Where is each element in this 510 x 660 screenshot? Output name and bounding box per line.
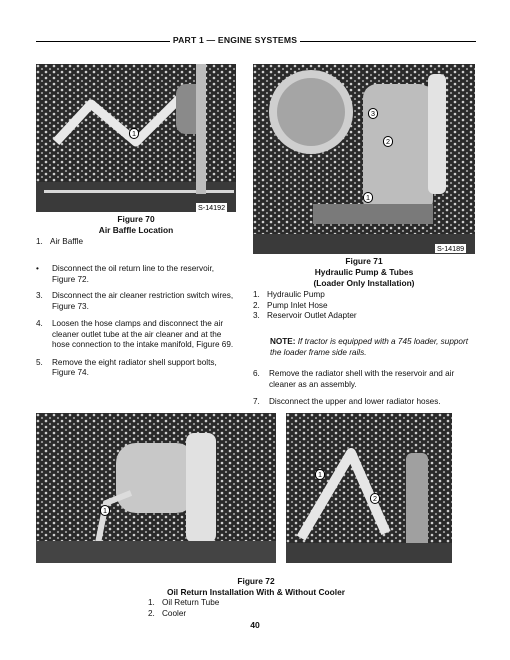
- step-item: 6. Remove the radiator shell with the reservoir and air cleaner as an assembly.: [253, 369, 455, 389]
- callout-2: 2: [370, 493, 380, 504]
- figure-72-photo-right: [286, 413, 452, 563]
- figure-70-title: Figure 70: [117, 214, 155, 224]
- step-item: • Disconnect the oil return line to the reservoir, Figure 72.: [36, 264, 215, 284]
- page-header-title: PART 1 — ENGINE SYSTEMS: [172, 35, 298, 45]
- figure-72-title: Figure 72: [237, 576, 275, 586]
- figure-70-subtitle: Air Baffle Location: [98, 225, 174, 235]
- step-item: 7. Disconnect the upper and lower radiator hoses.: [253, 397, 441, 406]
- header-rule-right: [300, 41, 476, 42]
- callout-1: 1: [363, 192, 373, 203]
- page-number: 40: [250, 620, 260, 630]
- legend-item: 2. Pump Inlet Hose: [253, 300, 328, 310]
- legend-item: 3. Reservoir Outlet Adapter: [253, 311, 357, 320]
- figure-71-photo: [253, 64, 475, 254]
- callout-1: 1: [100, 505, 110, 516]
- figure-72-legend: [148, 598, 348, 619]
- figure-70-ref: S-14192: [198, 203, 226, 212]
- callout-1: 1: [129, 128, 139, 139]
- legend-item: 1. Hydraulic Pump: [253, 290, 325, 299]
- callout-3: 3: [368, 108, 378, 119]
- figure-71-ref: S-14189: [437, 244, 465, 253]
- figure-70-photo: [36, 64, 236, 212]
- figure-71-legend: [253, 290, 475, 322]
- right-column-steps: [253, 369, 475, 408]
- left-column-steps: [36, 264, 236, 379]
- figure-71-title: Figure 71: [345, 256, 383, 266]
- step-item: 3. Disconnect the air cleaner restriction switch wires, Figure 73.: [36, 291, 234, 311]
- legend-item: 2. Cooler: [148, 608, 187, 618]
- header-rule-left: [36, 41, 170, 42]
- figure-70-legend: [36, 237, 236, 248]
- figure-72-photo-left: [36, 413, 276, 563]
- callout-1: 1: [315, 469, 325, 480]
- loader-note: NOTE: If tractor is equipped with a 745 loader, support the loader frame side rails.: [270, 337, 468, 357]
- step-item: 4. Loosen the hose clamps and disconnect the air cleaner outlet tube at the air cleaner and at the hose connection to the intake manifold, Figure 69.: [36, 319, 234, 349]
- step-item: 5. Remove the eight radiator shell support bolts, Figure 74.: [36, 357, 217, 377]
- callout-2: 2: [383, 136, 393, 147]
- figure-71-subtitle: Hydraulic Pump & Tubes: [314, 267, 414, 277]
- figure-72-subtitle: Oil Return Installation With & Without Cooler: [166, 587, 346, 597]
- figure-71-subtitle-2: (Loader Only Installation): [313, 278, 415, 288]
- legend-item: 1. Air Baffle: [36, 237, 84, 246]
- legend-item: 1. Oil Return Tube: [148, 598, 220, 607]
